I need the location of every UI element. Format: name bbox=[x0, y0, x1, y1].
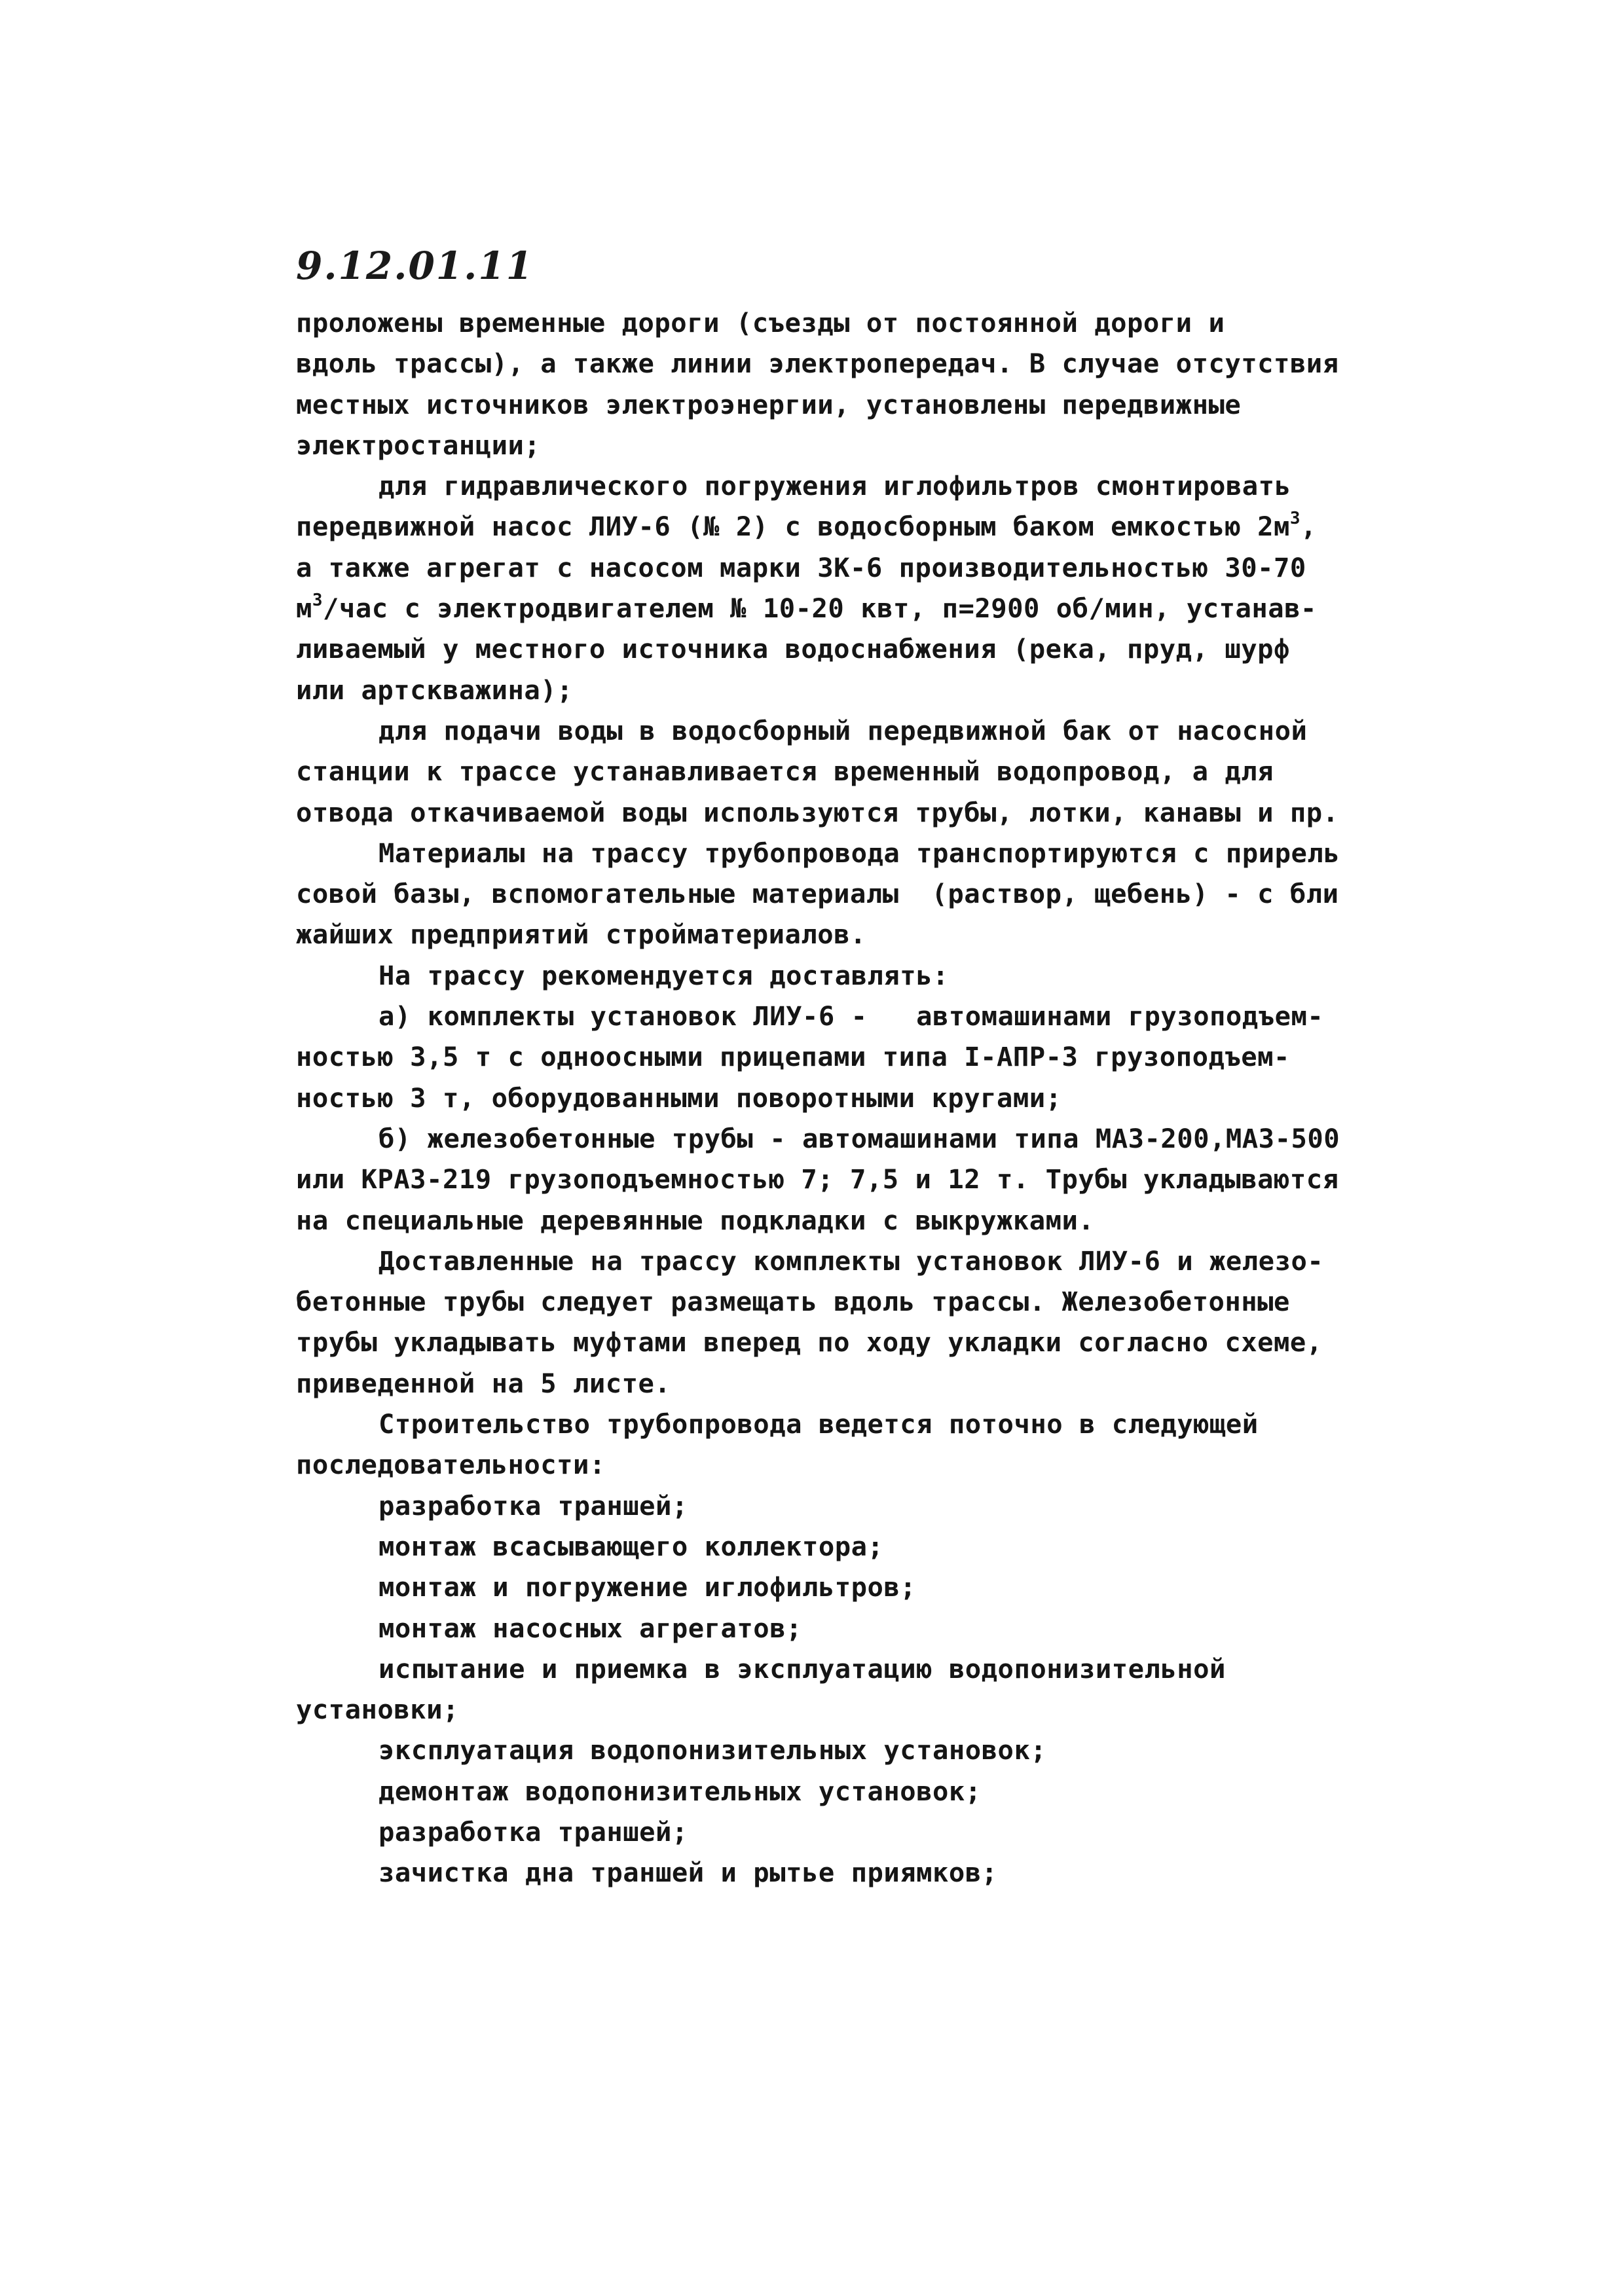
text-line: монтаж насосных агрегатов; bbox=[378, 1612, 802, 1644]
text-line: ностью 3 т, оборудованными поворотными кругами; bbox=[296, 1082, 1062, 1114]
text-line: проложены временные дороги (съезды от постоянной дороги и bbox=[296, 307, 1225, 338]
text-line: установки; bbox=[296, 1694, 459, 1726]
text-fragment: /час с электродвигателем № 10-20 квт, п=2900 об/мин, устанав- bbox=[323, 592, 1317, 625]
text-line: для гидравлического погружения иглофильтров смонтировать bbox=[378, 470, 1291, 502]
text-line: На трассу рекомендуется доставлять: bbox=[378, 959, 949, 991]
text-line: жайших предприятий стройматериалов. bbox=[296, 919, 866, 951]
document-code: 9.12.01.11 bbox=[296, 244, 534, 288]
superscript: 3 bbox=[312, 591, 323, 611]
text-line bbox=[296, 506, 1344, 547]
superscript: 3 bbox=[1289, 509, 1301, 529]
text-line: Материалы на трассу трубопровода транспортируются с прирель bbox=[378, 837, 1340, 869]
text-line: приведенной на 5 листе. bbox=[296, 1367, 671, 1399]
text-line: ливаемый у местного источника водоснабжения (река, пруд, шурф bbox=[296, 633, 1290, 665]
text-line: эксплуатация водопонизительных установок; bbox=[378, 1734, 1047, 1766]
text-line: вдоль трассы), а также линии электропередач. В случае отсутствия bbox=[296, 348, 1339, 380]
text-line: испытание и приемка в эксплуатацию водопонизительной bbox=[378, 1652, 1226, 1685]
text-line: разработка траншей; bbox=[378, 1489, 688, 1522]
text-line: Строительство трубопровода ведется поточно в следующей bbox=[378, 1408, 1259, 1440]
text-line: а также агрегат с насосом марки ЗК-6 производительностью 30-70 bbox=[296, 551, 1306, 583]
text-line: а) комплекты установок ЛИУ-6 - автомашинами грузоподъем- bbox=[378, 1000, 1324, 1032]
text-line: бетонные трубы следует размещать вдоль трассы. Железобетонные bbox=[296, 1286, 1290, 1318]
text-line: последовательности: bbox=[296, 1449, 606, 1481]
text-line: отвода откачиваемой воды используются трубы, лотки, канавы и пр. bbox=[296, 796, 1339, 828]
text-line: электростанции; bbox=[296, 429, 541, 461]
text-line: разработка траншей; bbox=[378, 1815, 688, 1848]
text-line: демонтаж водопонизительных установок; bbox=[378, 1775, 982, 1807]
text-line: или КРАЗ-219 грузоподъемностью 7; 7,5 и 12 т. Трубы укладываются bbox=[296, 1163, 1339, 1195]
text-fragment: передвижной насос ЛИУ-6 (№ 2) с водосборным баком емкостью 2м bbox=[296, 511, 1290, 543]
text-line: совой базы, вспомогательные материалы (раствор, щебень) - с бли bbox=[296, 878, 1339, 910]
text-line bbox=[296, 588, 1344, 629]
text-line: монтаж всасывающего коллектора; bbox=[378, 1530, 884, 1562]
text-line: монтаж и погружение иглофильтров; bbox=[378, 1571, 917, 1603]
text-line: ностью 3,5 т с одноосными прицепами типа I-АПР-3 грузоподъем- bbox=[296, 1041, 1290, 1073]
text-line: трубы укладывать муфтами вперед по ходу укладки согласно схеме, bbox=[296, 1326, 1323, 1358]
text-line: для подачи воды в водосборный передвижной бак от насосной bbox=[378, 714, 1308, 746]
text-fragment: м bbox=[296, 592, 312, 625]
body-text bbox=[296, 302, 1344, 1893]
text-line: станции к трассе устанавливается временный водопровод, а для bbox=[296, 756, 1274, 788]
text-fragment: , bbox=[1301, 511, 1317, 543]
text-line: Доставленные на трассу комплекты установок ЛИУ-6 и железо- bbox=[378, 1245, 1324, 1277]
text-line: зачистка дна траншей и рытье приямков; bbox=[378, 1857, 998, 1889]
text-line: на специальные деревянные подкладки с выкружками. bbox=[296, 1204, 1095, 1236]
text-line: б) железобетонные трубы - автомашинами типа МАЗ-200,МАЗ-500 bbox=[378, 1122, 1340, 1154]
text-line: местных источников электроэнергии, установлены передвижные bbox=[296, 388, 1242, 420]
text-line: или артскважина); bbox=[296, 674, 574, 706]
